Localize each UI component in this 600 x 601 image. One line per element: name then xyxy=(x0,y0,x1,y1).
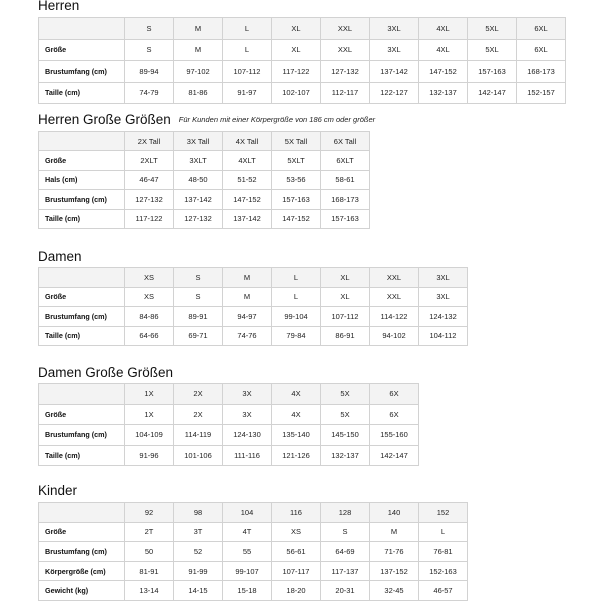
table-row xyxy=(39,326,468,346)
column-header: 3XL xyxy=(370,18,419,40)
header-corner-cell xyxy=(39,18,125,40)
column-header: 98 xyxy=(174,503,223,523)
table-cell: 127-132 xyxy=(321,61,370,83)
table-cell: 76-81 xyxy=(419,542,468,562)
table-cell: 137-142 xyxy=(174,190,223,209)
table-cell: 137-142 xyxy=(370,61,419,83)
column-header: XXL xyxy=(321,18,370,40)
table-cell: 107-112 xyxy=(223,61,272,83)
column-header: M xyxy=(174,18,223,40)
table-cell: 51-52 xyxy=(223,170,272,189)
table-cell: M xyxy=(223,287,272,307)
column-header: 6X Tall xyxy=(321,132,370,151)
table-cell: 89-91 xyxy=(174,307,223,327)
table-cell: 99-104 xyxy=(272,307,321,327)
table-cell: 168-173 xyxy=(321,190,370,209)
table-row xyxy=(39,151,370,170)
column-header: 116 xyxy=(272,503,321,523)
row-label: Brustumfang (cm) xyxy=(39,425,125,446)
size-table-kinder xyxy=(38,502,468,601)
table-cell: XS xyxy=(272,522,321,542)
column-header: 4X xyxy=(272,384,321,405)
table-cell: 168-173 xyxy=(517,61,566,83)
column-header: 152 xyxy=(419,503,468,523)
table-header-row xyxy=(39,18,566,40)
table-cell: XXL xyxy=(370,287,419,307)
table-cell: 20-31 xyxy=(321,581,370,601)
table-cell: 112-117 xyxy=(321,82,370,104)
table-cell: 89-94 xyxy=(125,61,174,83)
column-header: 6X xyxy=(370,384,419,405)
table-header-row xyxy=(39,503,468,523)
table-cell: 81-91 xyxy=(125,561,174,581)
table-cell: 15-18 xyxy=(223,581,272,601)
row-label: Größe xyxy=(39,404,125,425)
table-cell: 121-126 xyxy=(272,445,321,466)
table-row xyxy=(39,190,370,209)
table-cell: 157-163 xyxy=(272,190,321,209)
table-cell: XL xyxy=(272,39,321,61)
table-cell: L xyxy=(272,287,321,307)
table-cell: S xyxy=(125,39,174,61)
table-cell: 6XLT xyxy=(321,151,370,170)
table-row xyxy=(39,522,468,542)
column-header: 4XL xyxy=(419,18,468,40)
table-cell: 2X xyxy=(174,404,223,425)
column-header: 3XL xyxy=(419,268,468,288)
table-cell: 91-99 xyxy=(174,561,223,581)
table-cell: 127-132 xyxy=(125,190,174,209)
column-header: 2X Tall xyxy=(125,132,174,151)
table-cell: 157-163 xyxy=(321,209,370,228)
table-cell: 4XLT xyxy=(223,151,272,170)
table-cell: 97-102 xyxy=(174,61,223,83)
section-title-herren-grosse-groessen xyxy=(38,112,375,128)
section-note: Für Kunden mit einer Körpergröße von 186 cm oder größer xyxy=(178,115,376,124)
table-cell: 5XLT xyxy=(272,151,321,170)
column-header: 5XL xyxy=(468,18,517,40)
column-header: M xyxy=(223,268,272,288)
table-cell: 157-163 xyxy=(468,61,517,83)
table-cell: XL xyxy=(321,287,370,307)
section-title-damen xyxy=(38,249,82,265)
table-cell: 111-116 xyxy=(223,445,272,466)
column-header: 4X Tall xyxy=(223,132,272,151)
column-header: XL xyxy=(321,268,370,288)
table-row xyxy=(39,287,468,307)
table-cell: 127-132 xyxy=(174,209,223,228)
column-header: L xyxy=(272,268,321,288)
column-header: 92 xyxy=(125,503,174,523)
size-table xyxy=(38,17,566,104)
table-cell: S xyxy=(174,287,223,307)
table-header-row xyxy=(39,268,468,288)
table-cell: 101-106 xyxy=(174,445,223,466)
table-cell: 124-130 xyxy=(223,425,272,446)
column-header: 3X xyxy=(223,384,272,405)
size-table xyxy=(38,383,419,466)
table-cell: 132-137 xyxy=(321,445,370,466)
section-title-text: Damen xyxy=(38,249,82,264)
column-header: 1X xyxy=(125,384,174,405)
row-label: Taille (cm) xyxy=(39,326,125,346)
table-row xyxy=(39,404,419,425)
table-row xyxy=(39,39,566,61)
table-cell: 5X xyxy=(321,404,370,425)
table-cell: 152-157 xyxy=(517,82,566,104)
table-cell: 71-76 xyxy=(370,542,419,562)
table-cell: 6XL xyxy=(517,39,566,61)
table-header-row xyxy=(39,384,419,405)
table-cell: 2T xyxy=(125,522,174,542)
table-cell: 104-112 xyxy=(419,326,468,346)
table-cell: XS xyxy=(125,287,174,307)
row-label: Größe xyxy=(39,287,125,307)
table-row xyxy=(39,61,566,83)
column-header: 104 xyxy=(223,503,272,523)
table-cell: 56-61 xyxy=(272,542,321,562)
table-cell: M xyxy=(174,39,223,61)
table-cell: 46-47 xyxy=(125,170,174,189)
table-cell: 3T xyxy=(174,522,223,542)
table-row xyxy=(39,561,468,581)
column-header: 5X Tall xyxy=(272,132,321,151)
table-cell: 50 xyxy=(125,542,174,562)
table-cell: 147-152 xyxy=(223,190,272,209)
row-label: Größe xyxy=(39,151,125,170)
table-cell: 52 xyxy=(174,542,223,562)
column-header: 5X xyxy=(321,384,370,405)
table-cell: 64-69 xyxy=(321,542,370,562)
table-cell: 145-150 xyxy=(321,425,370,446)
table-cell: 142-147 xyxy=(468,82,517,104)
row-label: Taille (cm) xyxy=(39,445,125,466)
table-cell: 122-127 xyxy=(370,82,419,104)
column-header: 6XL xyxy=(517,18,566,40)
table-cell: 135-140 xyxy=(272,425,321,446)
table-cell: XXL xyxy=(321,39,370,61)
table-row xyxy=(39,445,419,466)
column-header: XL xyxy=(272,18,321,40)
table-cell: 147-152 xyxy=(419,61,468,83)
table-cell: 132-137 xyxy=(419,82,468,104)
column-header: L xyxy=(223,18,272,40)
size-table-herren-grosse-groessen xyxy=(38,131,370,229)
table-cell: 55 xyxy=(223,542,272,562)
table-row xyxy=(39,425,419,446)
table-cell: 155-160 xyxy=(370,425,419,446)
size-table-herren xyxy=(38,17,566,104)
table-row xyxy=(39,82,566,104)
table-cell: S xyxy=(321,522,370,542)
row-label: Brustumfang (cm) xyxy=(39,61,125,83)
table-cell: 18-20 xyxy=(272,581,321,601)
table-cell: 99-107 xyxy=(223,561,272,581)
table-cell: 46-57 xyxy=(419,581,468,601)
table-row xyxy=(39,581,468,601)
table-cell: 3X xyxy=(223,404,272,425)
table-row xyxy=(39,307,468,327)
table-cell: 3XL xyxy=(419,287,468,307)
row-label: Taille (cm) xyxy=(39,209,125,228)
table-cell: 5XL xyxy=(468,39,517,61)
section-title-text: Damen Große Größen xyxy=(38,365,174,380)
table-cell: 104-109 xyxy=(125,425,174,446)
table-cell: 117-122 xyxy=(272,61,321,83)
table-cell: 69-71 xyxy=(174,326,223,346)
table-cell: 13-14 xyxy=(125,581,174,601)
size-table-damen xyxy=(38,267,468,346)
table-cell: 4T xyxy=(223,522,272,542)
size-table-damen-grosse-groessen xyxy=(38,383,419,466)
section-title-herren xyxy=(38,0,79,14)
table-cell: 124-132 xyxy=(419,307,468,327)
header-corner-cell xyxy=(39,132,125,151)
table-cell: M xyxy=(370,522,419,542)
table-cell: 114-122 xyxy=(370,307,419,327)
column-header: 3X Tall xyxy=(174,132,223,151)
table-cell: L xyxy=(419,522,468,542)
column-header: XXL xyxy=(370,268,419,288)
column-header: XS xyxy=(125,268,174,288)
column-header: 140 xyxy=(370,503,419,523)
table-cell: 117-137 xyxy=(321,561,370,581)
row-label: Hals (cm) xyxy=(39,170,125,189)
row-label: Brustumfang (cm) xyxy=(39,190,125,209)
table-cell: 114-119 xyxy=(174,425,223,446)
table-cell: 3XL xyxy=(370,39,419,61)
table-cell: 86-91 xyxy=(321,326,370,346)
table-cell: 81-86 xyxy=(174,82,223,104)
row-label: Größe xyxy=(39,522,125,542)
table-cell: 117-122 xyxy=(125,209,174,228)
column-header: 2X xyxy=(174,384,223,405)
size-table xyxy=(38,267,468,346)
table-cell: 64-66 xyxy=(125,326,174,346)
row-label: Größe xyxy=(39,39,125,61)
table-cell: 102-107 xyxy=(272,82,321,104)
row-label: Körpergröße (cm) xyxy=(39,561,125,581)
table-cell: 2XLT xyxy=(125,151,174,170)
table-cell: 152-163 xyxy=(419,561,468,581)
table-cell: 94-97 xyxy=(223,307,272,327)
table-cell: 3XLT xyxy=(174,151,223,170)
table-cell: 147-152 xyxy=(272,209,321,228)
table-cell: 142-147 xyxy=(370,445,419,466)
row-label: Brustumfang (cm) xyxy=(39,307,125,327)
column-header: 128 xyxy=(321,503,370,523)
table-cell: 79-84 xyxy=(272,326,321,346)
row-label: Gewicht (kg) xyxy=(39,581,125,601)
table-cell: 58-61 xyxy=(321,170,370,189)
table-cell: 53-56 xyxy=(272,170,321,189)
header-corner-cell xyxy=(39,268,125,288)
table-cell: L xyxy=(223,39,272,61)
table-cell: 107-117 xyxy=(272,561,321,581)
size-table xyxy=(38,502,468,601)
table-cell: 137-142 xyxy=(223,209,272,228)
row-label: Brustumfang (cm) xyxy=(39,542,125,562)
section-title-damen-grosse-groessen xyxy=(38,365,173,381)
column-header: S xyxy=(174,268,223,288)
table-cell: 4X xyxy=(272,404,321,425)
header-corner-cell xyxy=(39,384,125,405)
table-cell: 74-76 xyxy=(223,326,272,346)
table-cell: 4XL xyxy=(419,39,468,61)
table-cell: 74-79 xyxy=(125,82,174,104)
table-cell: 32-45 xyxy=(370,581,419,601)
table-cell: 107-112 xyxy=(321,307,370,327)
row-label: Taille (cm) xyxy=(39,82,125,104)
section-title-text: Herren xyxy=(38,0,80,13)
size-table xyxy=(38,131,370,229)
table-header-row xyxy=(39,132,370,151)
table-cell: 1X xyxy=(125,404,174,425)
section-title-kinder xyxy=(38,483,77,499)
table-row xyxy=(39,542,468,562)
table-row xyxy=(39,209,370,228)
table-cell: 91-97 xyxy=(223,82,272,104)
table-cell: 84-86 xyxy=(125,307,174,327)
table-cell: 94-102 xyxy=(370,326,419,346)
section-title-text: Kinder xyxy=(38,483,78,498)
table-cell: 6X xyxy=(370,404,419,425)
table-cell: 14-15 xyxy=(174,581,223,601)
table-cell: 137-152 xyxy=(370,561,419,581)
table-cell: 91-96 xyxy=(125,445,174,466)
header-corner-cell xyxy=(39,503,125,523)
column-header: S xyxy=(125,18,174,40)
section-title-text: Herren Große Größen xyxy=(38,112,171,127)
table-cell: 48-50 xyxy=(174,170,223,189)
table-row xyxy=(39,170,370,189)
